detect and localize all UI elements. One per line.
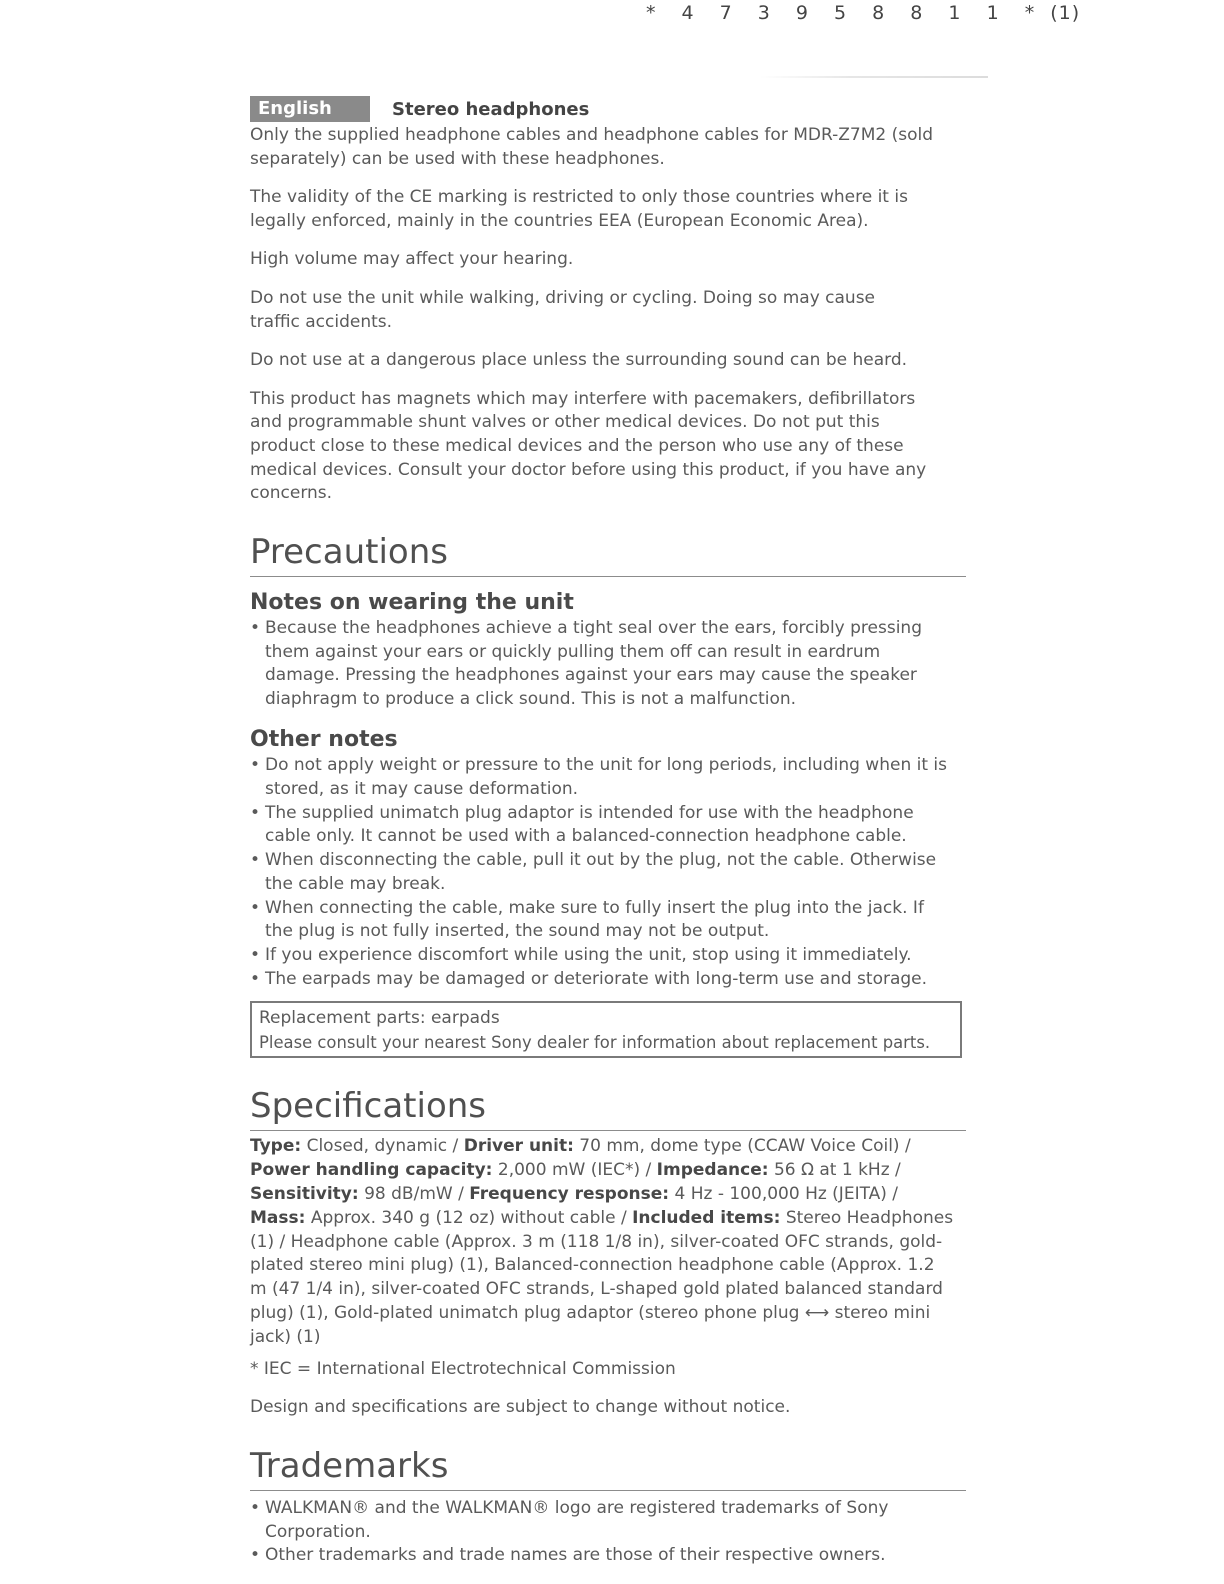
spec-value: 98 dB/mW / xyxy=(358,1184,470,1205)
other-notes-heading: Other notes xyxy=(250,726,398,752)
list-item: • When connecting the cable, make sure to fully insert the plug into the jack. If the plug is not fully inserted, the sound may not be output. xyxy=(250,897,950,945)
document-title: Stereo headphones xyxy=(392,98,590,120)
iec-footnote: * IEC = International Electrotechnical Commission xyxy=(250,1358,676,1379)
spec-label: Impedance: xyxy=(656,1160,769,1181)
intro-paragraph: This product has magnets which may interfere with pacemakers, defibrillators and programmable shunt valves or other medical devices. Do not put this product close to these medical devices and the person who use any of these medical devices. Consult your doctor before using this product, if you have any concerns. xyxy=(250,388,927,504)
replacement-parts-title: Replacement parts: earpads xyxy=(259,1007,500,1028)
precautions-heading: Precautions xyxy=(250,532,966,577)
trademarks-list xyxy=(250,1497,966,1568)
specifications-text xyxy=(250,1135,954,1349)
list-item: • The earpads may be damaged or deteriorate with long-term use and storage. xyxy=(250,968,958,992)
spec-value: Stereo Headphones (1) / Headphone cable (Approx. 3 m (118 1/8 in), silver-coated OFC strands, gold-plated stereo mini plug) (1), Balanced-connection headphone cable (Approx. 1.2 m (47 1/4 in), silver-coated OFC strands, L-shaped gold plated balanced standard plug) (1), Gold-plated unimatch plug adaptor (stereo phone plug ⟷ stereo mini jack) (1) xyxy=(250,1207,954,1347)
spec-label: Power handling capacity: xyxy=(250,1160,493,1181)
other-notes-list xyxy=(250,754,958,992)
intro-paragraph: Do not use at a dangerous place unless the surrounding sound can be heard. xyxy=(250,350,908,371)
document-page xyxy=(250,96,966,1568)
list-item: • When disconnecting the cable, pull it out by the plug, not the cable. Otherwise the cable may break. xyxy=(250,849,958,897)
intro-paragraph: Do not use the unit while walking, driving or cycling. Doing so may cause traffic accidents. xyxy=(250,287,876,332)
replacement-parts-info: Please consult your nearest Sony dealer for information about replacement parts. xyxy=(259,1032,931,1052)
spec-label: Driver unit: xyxy=(463,1136,574,1157)
wearing-notes-list xyxy=(250,617,966,712)
spec-value: 2,000 mW (IEC*) / xyxy=(492,1160,657,1181)
part-number: (1) xyxy=(1050,2,1081,24)
spec-label: Included items: xyxy=(632,1207,781,1228)
spec-label: Mass: xyxy=(250,1207,306,1228)
spec-value: 4 Hz - 100,000 Hz (JEITA) / xyxy=(669,1184,899,1205)
barcode-text: * 4 7 3 9 5 8 8 1 1 * xyxy=(646,2,1045,24)
list-item: • WALKMAN® and the WALKMAN® logo are registered trademarks of Sony Corporation. xyxy=(250,1497,905,1545)
spec-value: Closed, dynamic / xyxy=(301,1136,464,1157)
spec-label: Frequency response: xyxy=(469,1184,670,1205)
list-item: • Do not apply weight or pressure to the unit for long periods, including when it is stored, as it may cause deformation. xyxy=(250,754,950,802)
specifications-heading: Specifications xyxy=(250,1086,966,1131)
list-item: • If you experience discomfort while using the unit, stop using it immediately. xyxy=(250,944,958,968)
language-badge: English xyxy=(250,96,370,122)
intro-paragraph: High volume may affect your hearing. xyxy=(250,249,574,270)
trademarks-heading: Trademarks xyxy=(250,1446,966,1491)
list-item: • The supplied unimatch plug adaptor is intended for use with the headphone cable only. It cannot be used with a balanced-connection headphone cable. xyxy=(250,802,958,850)
intro-paragraph: The validity of the CE marking is restricted to only those countries where it is legally enforced, mainly in the countries EEA (European Economic Area). xyxy=(250,187,908,231)
spec-label: Sensitivity: xyxy=(250,1184,359,1205)
replacement-parts-box xyxy=(250,1001,962,1059)
spec-value: 56 Ω at 1 kHz / xyxy=(768,1160,901,1181)
intro-paragraph: Only the supplied headphone cables and headphone cables for MDR-Z7M2 (sold separately) can be used with these headphones. xyxy=(250,125,933,169)
change-notice: Design and specifications are subject to change without notice. xyxy=(250,1397,791,1418)
wearing-notes-heading: Notes on wearing the unit xyxy=(250,589,574,615)
list-item: • Other trademarks and trade names are those of their respective owners. xyxy=(250,1544,966,1568)
language-header xyxy=(250,96,966,122)
spec-label: Type: xyxy=(250,1136,302,1157)
list-item: • Because the headphones achieve a tight seal over the ears, forcibly pressing them against your ears or quickly pulling them off can result in eardrum damage. Pressing the headphones against your ears may cause the speaker diaphragm to produce a click sound. This is not a malfunction. xyxy=(250,617,955,712)
spec-value: Approx. 340 g (12 oz) without cable / xyxy=(305,1207,633,1228)
document-code xyxy=(646,2,1080,24)
scan-artifact-line xyxy=(760,76,988,78)
spec-value: 70 mm, dome type (CCAW Voice Coil) / xyxy=(573,1136,911,1157)
